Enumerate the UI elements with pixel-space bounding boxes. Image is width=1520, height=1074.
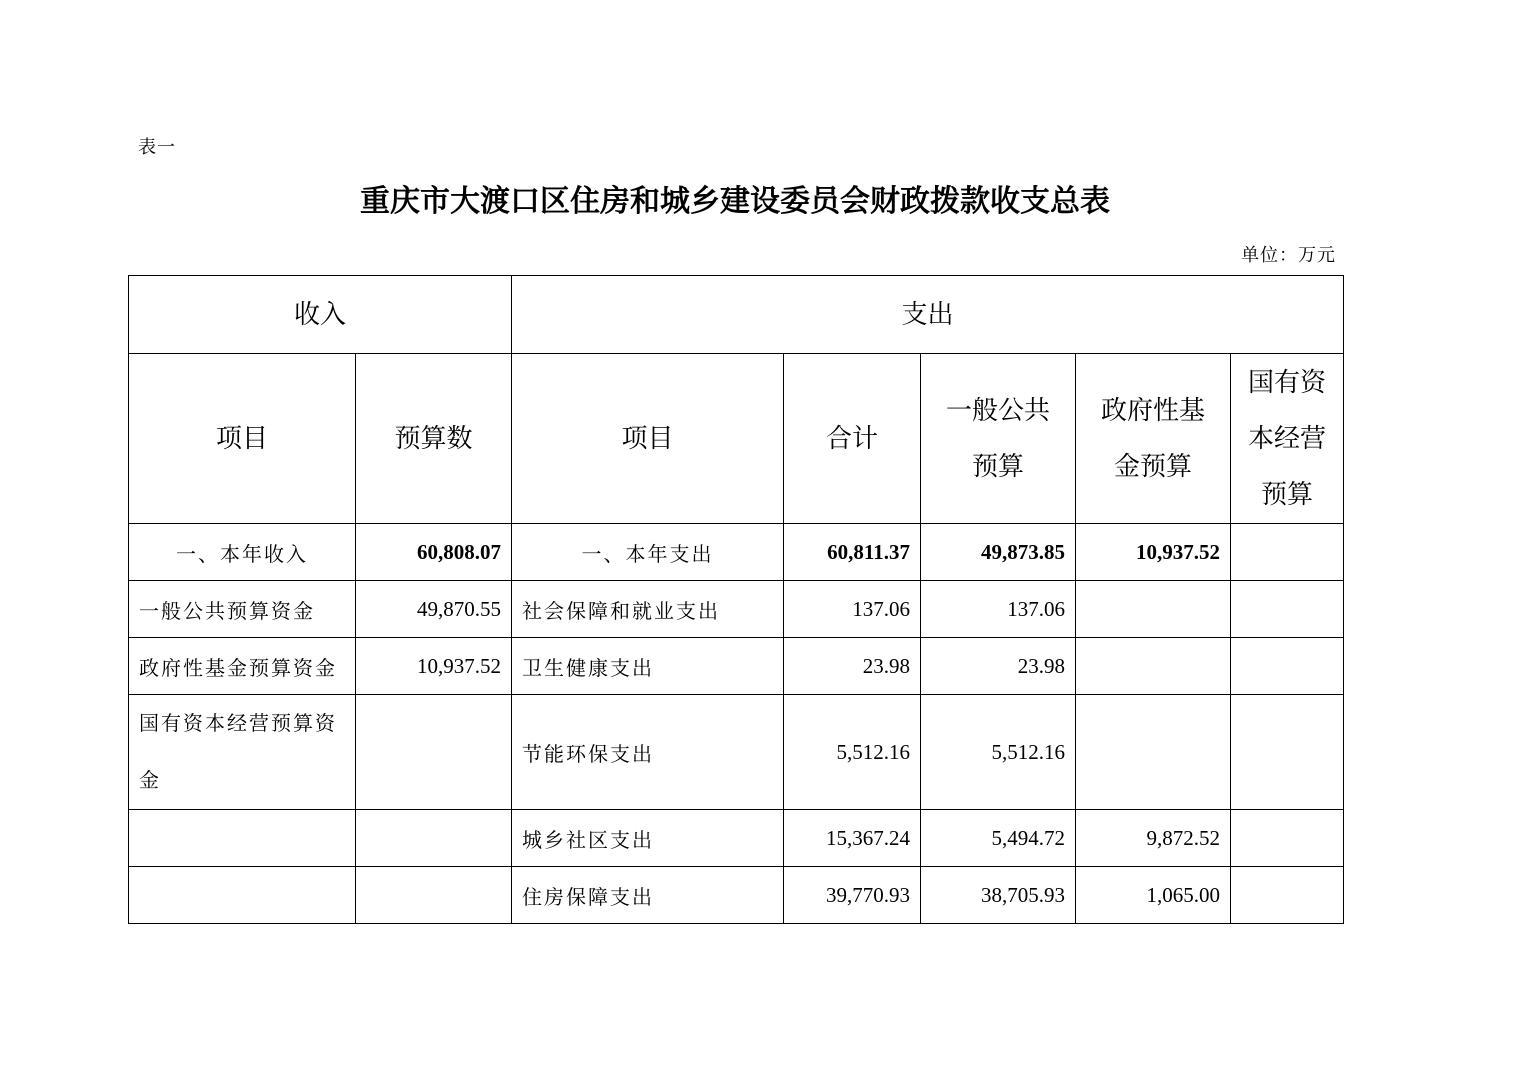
income-item-cell [129,810,356,867]
income-budget-cell [356,867,512,924]
general-cell: 5,512.16 [921,695,1076,810]
income-budget-header: 预算数 [356,354,512,524]
expense-item-cell: 节能环保支出 [512,695,784,810]
income-budget-cell [356,810,512,867]
table-row [129,810,1344,867]
expense-item-cell: 城乡社区支出 [512,810,784,867]
fund-budget-header-text: 政府性基金预算 [1101,395,1206,482]
income-budget-cell [356,695,512,810]
income-item-cell-text: 国有资本经营预算资金 [139,711,337,792]
expense-item-cell: 卫生健康支出 [512,638,784,695]
fund-budget-header [1076,354,1231,524]
state-capital-budget-header [1231,354,1344,524]
column-header-row [129,354,1344,524]
income-item-cell: 一般公共预算资金 [129,581,356,638]
total-cell: 60,811.37 [784,524,921,581]
table-row [129,867,1344,924]
expense-item-cell: 社会保障和就业支出 [512,581,784,638]
expense-item-cell: 住房保障支出 [512,867,784,924]
general-cell: 49,873.85 [921,524,1076,581]
fund-cell: 10,937.52 [1076,524,1231,581]
income-item-cell: 政府性基金预算资金 [129,638,356,695]
expense-item-cell: 一、本年支出 [512,524,784,581]
state-capital-cell [1231,581,1344,638]
income-item-cell: 一、本年收入 [129,524,356,581]
group-header-row [129,276,1344,354]
state-capital-cell [1231,867,1344,924]
income-budget-cell: 60,808.07 [356,524,512,581]
unit-label: 单位：万元 [1241,245,1336,266]
fund-cell [1076,581,1231,638]
total-header: 合计 [784,354,921,524]
income-budget-cell: 49,870.55 [356,581,512,638]
total-cell: 15,367.24 [784,810,921,867]
income-item-cell [129,695,356,810]
total-cell: 23.98 [784,638,921,695]
fund-cell [1076,638,1231,695]
fund-cell [1076,695,1231,810]
fund-cell: 1,065.00 [1076,867,1231,924]
total-cell: 5,512.16 [784,695,921,810]
income-item-cell [129,867,356,924]
general-cell: 38,705.93 [921,867,1076,924]
general-cell: 23.98 [921,638,1076,695]
state-capital-budget-header-text: 国有资本经营预算 [1248,367,1327,510]
income-group-header: 收入 [129,276,512,354]
total-cell: 39,770.93 [784,867,921,924]
state-capital-cell [1231,695,1344,810]
income-budget-cell: 10,937.52 [356,638,512,695]
fund-cell: 9,872.52 [1076,810,1231,867]
table-row [129,524,1344,581]
state-capital-cell [1231,524,1344,581]
general-cell: 5,494.72 [921,810,1076,867]
expense-group-header: 支出 [512,276,1344,354]
state-capital-cell [1231,638,1344,695]
document-title: 重庆市大渡口区住房和城乡建设委员会财政拨款收支总表 [360,184,1110,219]
general-budget-header-text: 一般公共预算 [946,395,1051,482]
income-item-header: 项目 [129,354,356,524]
table-row [129,581,1344,638]
table-row [129,695,1344,810]
state-capital-cell [1231,810,1344,867]
expense-item-header: 项目 [512,354,784,524]
budget-table [128,275,1344,924]
table-row [129,638,1344,695]
table-number-label: 表一 [138,137,176,158]
general-budget-header [921,354,1076,524]
total-cell: 137.06 [784,581,921,638]
general-cell: 137.06 [921,581,1076,638]
